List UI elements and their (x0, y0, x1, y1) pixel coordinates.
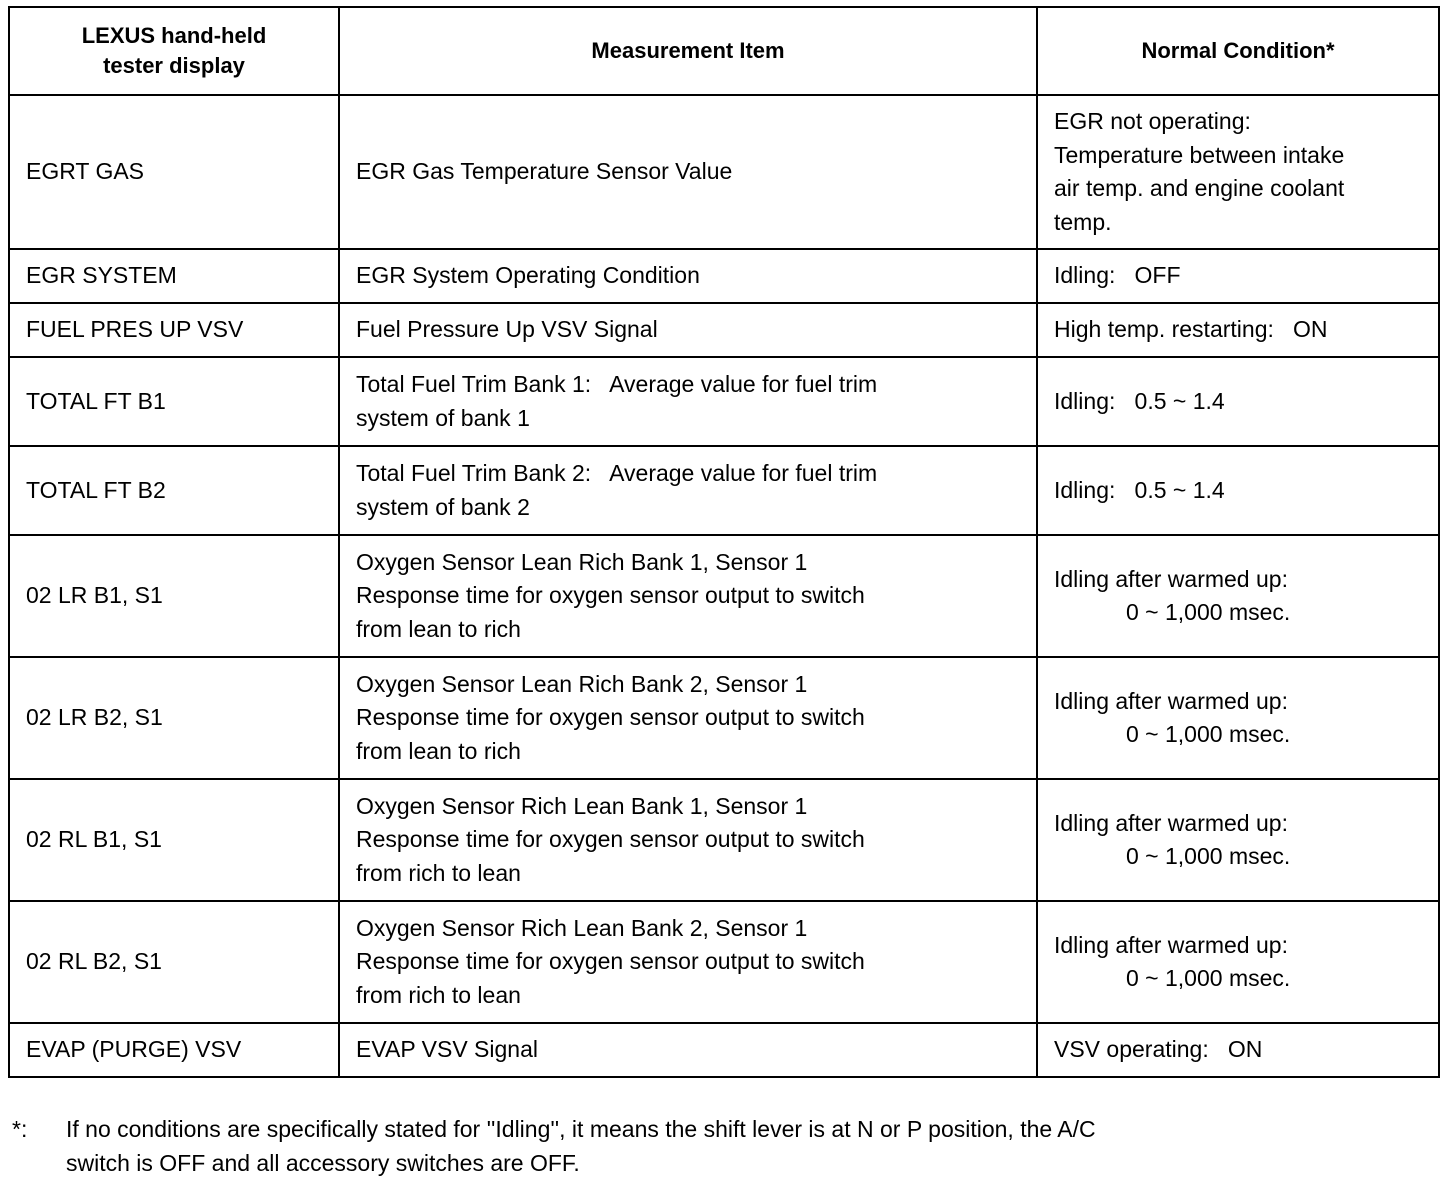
cell-measurement-item (339, 657, 1037, 779)
measurement-item-line: EGR System Operating Condition (356, 262, 700, 289)
normal-condition-line: 0 ~ 1,000 msec. (1126, 599, 1291, 625)
normal-condition-line: temp. (1054, 208, 1112, 235)
normal-condition-line: Idling: 0.5 ~ 1.4 (1054, 387, 1225, 414)
header-measurement-item: Measurement Item (339, 7, 1037, 95)
measurement-item-line: Response time for oxygen sensor output to switch (356, 948, 865, 975)
cell-normal-condition (1037, 1023, 1439, 1077)
cell-normal-condition (1037, 95, 1439, 249)
table-body (9, 95, 1439, 1077)
measurement-item-line: system of bank 2 (356, 493, 530, 520)
measurement-item-line: Response time for oxygen sensor output to switch (356, 704, 865, 731)
normal-condition-line: 0 ~ 1,000 msec. (1126, 965, 1291, 991)
normal-condition-line: High temp. restarting: ON (1054, 316, 1328, 343)
normal-condition-line: Idling after warmed up: (1054, 687, 1288, 714)
cell-tester-display: 02 RL B2, S1 (9, 901, 339, 1023)
normal-condition-line: 0 ~ 1,000 msec. (1126, 721, 1291, 747)
header-tester-display (9, 7, 339, 95)
measurement-item-line: Total Fuel Trim Bank 2: Average value for fuel trim (356, 460, 878, 486)
measurement-item-line: from lean to rich (356, 615, 521, 642)
cell-measurement-item (339, 535, 1037, 657)
measurement-item-line: Fuel Pressure Up VSV Signal (356, 316, 658, 343)
normal-condition-line: Temperature between intake (1054, 141, 1345, 168)
normal-condition-line: VSV operating: ON (1054, 1036, 1263, 1063)
measurement-item-line: from rich to lean (356, 859, 521, 886)
header-normal-condition: Normal Condition* (1037, 7, 1439, 95)
cell-measurement-item (339, 446, 1037, 535)
cell-normal-condition (1037, 303, 1439, 357)
cell-tester-display: TOTAL FT B1 (9, 357, 339, 446)
cell-tester-display: EGRT GAS (9, 95, 339, 249)
cell-measurement-item (339, 1023, 1037, 1077)
footnote-marker: *: (12, 1116, 28, 1142)
footnote-line-1: If no conditions are specifically stated for ''Idling'', it means the shift lever is at N or P position, the A/C (66, 1116, 1096, 1142)
measurement-item-line: Response time for oxygen sensor output to switch (356, 826, 865, 853)
table-row (9, 446, 1439, 535)
measurement-item-line: Total Fuel Trim Bank 1: Average value for fuel trim (356, 371, 878, 397)
measurement-item-line: Response time for oxygen sensor output to switch (356, 582, 865, 609)
table-row (9, 901, 1439, 1023)
cell-measurement-item (339, 357, 1037, 446)
cell-measurement-item (339, 303, 1037, 357)
normal-condition-line: air temp. and engine coolant (1054, 175, 1345, 201)
measurement-item-line: Oxygen Sensor Rich Lean Bank 1, Sensor 1 (356, 792, 808, 819)
table-row (9, 303, 1439, 357)
cell-normal-condition (1037, 249, 1439, 303)
measurement-item-line: EVAP VSV Signal (356, 1036, 538, 1063)
cell-normal-condition (1037, 901, 1439, 1023)
cell-measurement-item (339, 249, 1037, 303)
measurement-item-line: from rich to lean (356, 981, 521, 1008)
cell-normal-condition (1037, 446, 1439, 535)
cell-normal-condition (1037, 535, 1439, 657)
cell-tester-display: TOTAL FT B2 (9, 446, 339, 535)
header-tester-display-line2: tester display (103, 53, 245, 78)
cell-tester-display: FUEL PRES UP VSV (9, 303, 339, 357)
cell-measurement-item (339, 779, 1037, 901)
cell-tester-display: EGR SYSTEM (9, 249, 339, 303)
measurement-item-line: system of bank 1 (356, 404, 530, 431)
measurement-item-line: Oxygen Sensor Lean Rich Bank 1, Sensor 1 (356, 548, 808, 575)
header-tester-display-line1: LEXUS hand-held (81, 23, 267, 48)
cell-tester-display: 02 LR B2, S1 (9, 657, 339, 779)
cell-tester-display: 02 LR B1, S1 (9, 535, 339, 657)
table-row (9, 1023, 1439, 1077)
data-list-table (8, 6, 1440, 1078)
table-row (9, 357, 1439, 446)
cell-measurement-item (339, 95, 1037, 249)
cell-normal-condition (1037, 357, 1439, 446)
table-row (9, 535, 1439, 657)
normal-condition-line: EGR not operating: (1054, 108, 1251, 134)
table-header-row (9, 7, 1439, 95)
table-row (9, 249, 1439, 303)
measurement-item-line: Oxygen Sensor Rich Lean Bank 2, Sensor 1 (356, 914, 808, 941)
normal-condition-line: Idling after warmed up: (1054, 565, 1288, 592)
table-row (9, 657, 1439, 779)
cell-tester-display: EVAP (PURGE) VSV (9, 1023, 339, 1077)
table-row (9, 779, 1439, 901)
measurement-item-line: from lean to rich (356, 737, 521, 764)
measurement-item-line: Oxygen Sensor Lean Rich Bank 2, Sensor 1 (356, 670, 808, 697)
footnote-line-2: switch is OFF and all accessory switches are OFF. (66, 1150, 580, 1176)
normal-condition-line: Idling: OFF (1054, 262, 1181, 289)
cell-normal-condition (1037, 779, 1439, 901)
cell-normal-condition (1037, 657, 1439, 779)
measurement-item-line: EGR Gas Temperature Sensor Value (356, 158, 733, 185)
normal-condition-line: Idling after warmed up: (1054, 931, 1288, 958)
normal-condition-line: Idling: 0.5 ~ 1.4 (1054, 476, 1225, 503)
table-row (9, 95, 1439, 249)
footnote-text (66, 1112, 1096, 1180)
normal-condition-line: 0 ~ 1,000 msec. (1126, 843, 1291, 869)
normal-condition-line: Idling after warmed up: (1054, 809, 1288, 836)
cell-tester-display: 02 RL B1, S1 (9, 779, 339, 901)
cell-measurement-item (339, 901, 1037, 1023)
